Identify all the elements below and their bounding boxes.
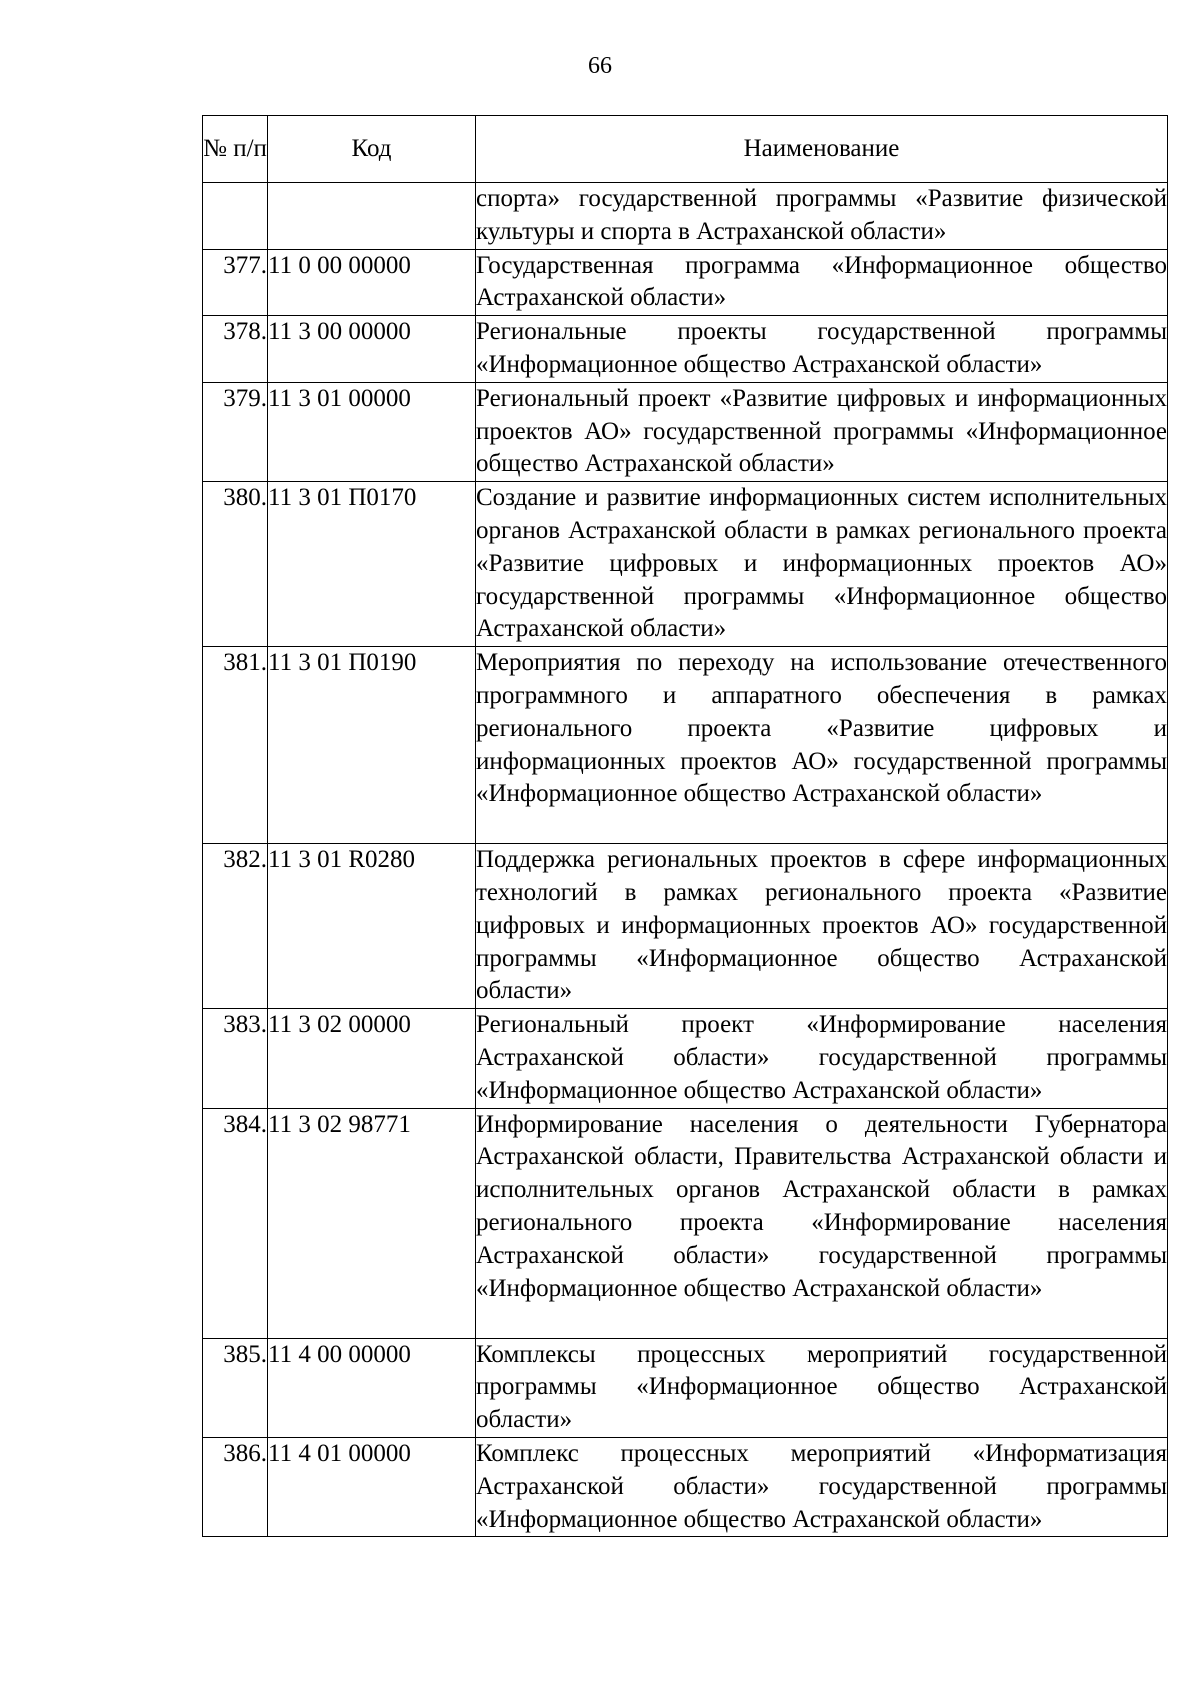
row-number: 378.	[203, 316, 268, 383]
table-row	[203, 249, 1168, 316]
table-row	[203, 1338, 1168, 1437]
row-name: Региональный проект «Информирование населения Астраханской области» государственной программы «Информационное общество Астраханской области»	[476, 1009, 1168, 1108]
row-name: Региональный проект «Развитие цифровых и информационных проектов АО» государственной программы «Информационное общество Астраханской области»	[476, 382, 1168, 481]
row-code: 11 3 01 П0190	[268, 647, 476, 844]
row-name: Информирование населения о деятельности Губернатора Астраханской области, Правительства Астраханской области и исполнительных органов Астраханской области в рамках регионального проекта «Информирование населения Астраханской области» государственной программы «Информационное общество Астраханской области»	[476, 1108, 1168, 1338]
budget-code-table	[202, 115, 1168, 1537]
header-number: № п/п	[203, 116, 268, 183]
row-code: 11 3 01 П0170	[268, 482, 476, 647]
table-row	[203, 1437, 1168, 1536]
row-number: 380.	[203, 482, 268, 647]
row-code: 11 4 00 00000	[268, 1338, 476, 1437]
row-name: спорта» государственной программы «Развитие физической культуры и спорта в Астраханской области»	[476, 183, 1168, 250]
row-name: Поддержка региональных проектов в сфере информационных технологий в рамках регионального проекта «Развитие цифровых и информационных проектов АО» государственной программы «Информационное общество Астраханской области»	[476, 844, 1168, 1009]
row-name: Комплекс процессных мероприятий «Информатизация Астраханской области» государственной программы «Информационное общество Астраханской области»	[476, 1437, 1168, 1536]
header-code: Код	[268, 116, 476, 183]
row-code: 11 3 02 00000	[268, 1009, 476, 1108]
row-number: 382.	[203, 844, 268, 1009]
table-row	[203, 844, 1168, 1009]
header-name: Наименование	[476, 116, 1168, 183]
row-name: Государственная программа «Информационное общество Астраханской области»	[476, 249, 1168, 316]
row-number: 386.	[203, 1437, 268, 1536]
row-code	[268, 183, 476, 250]
table-row	[203, 316, 1168, 383]
row-number: 383.	[203, 1009, 268, 1108]
page-number: 66	[588, 53, 612, 79]
row-code: 11 0 00 00000	[268, 249, 476, 316]
table-row	[203, 1108, 1168, 1338]
row-number: 381.	[203, 647, 268, 844]
table-header-row	[203, 116, 1168, 183]
row-code: 11 3 02 98771	[268, 1108, 476, 1338]
table-row	[203, 482, 1168, 647]
row-number	[203, 183, 268, 250]
row-number: 379.	[203, 382, 268, 481]
row-number: 377.	[203, 249, 268, 316]
row-number: 384.	[203, 1108, 268, 1338]
table-row	[203, 647, 1168, 844]
row-name: Региональные проекты государственной программы «Информационное общество Астраханской области»	[476, 316, 1168, 383]
row-name: Создание и развитие информационных систем исполнительных органов Астраханской области в рамках регионального проекта «Развитие цифровых и информационных проектов АО» государственной программы «Информационное общество Астраханской области»	[476, 482, 1168, 647]
table-row	[203, 382, 1168, 481]
table-row	[203, 183, 1168, 250]
row-code: 11 3 01 R0280	[268, 844, 476, 1009]
row-name: Комплексы процессных мероприятий государственной программы «Информационное общество Астраханской области»	[476, 1338, 1168, 1437]
table-row	[203, 1009, 1168, 1108]
row-code: 11 3 00 00000	[268, 316, 476, 383]
row-name: Мероприятия по переходу на использование отечественного программного и аппаратного обеспечения в рамках регионального проекта «Развитие цифровых и информационных проектов АО» государственной программы «Информационное общество Астраханской области»	[476, 647, 1168, 844]
row-code: 11 3 01 00000	[268, 382, 476, 481]
row-number: 385.	[203, 1338, 268, 1437]
row-code: 11 4 01 00000	[268, 1437, 476, 1536]
